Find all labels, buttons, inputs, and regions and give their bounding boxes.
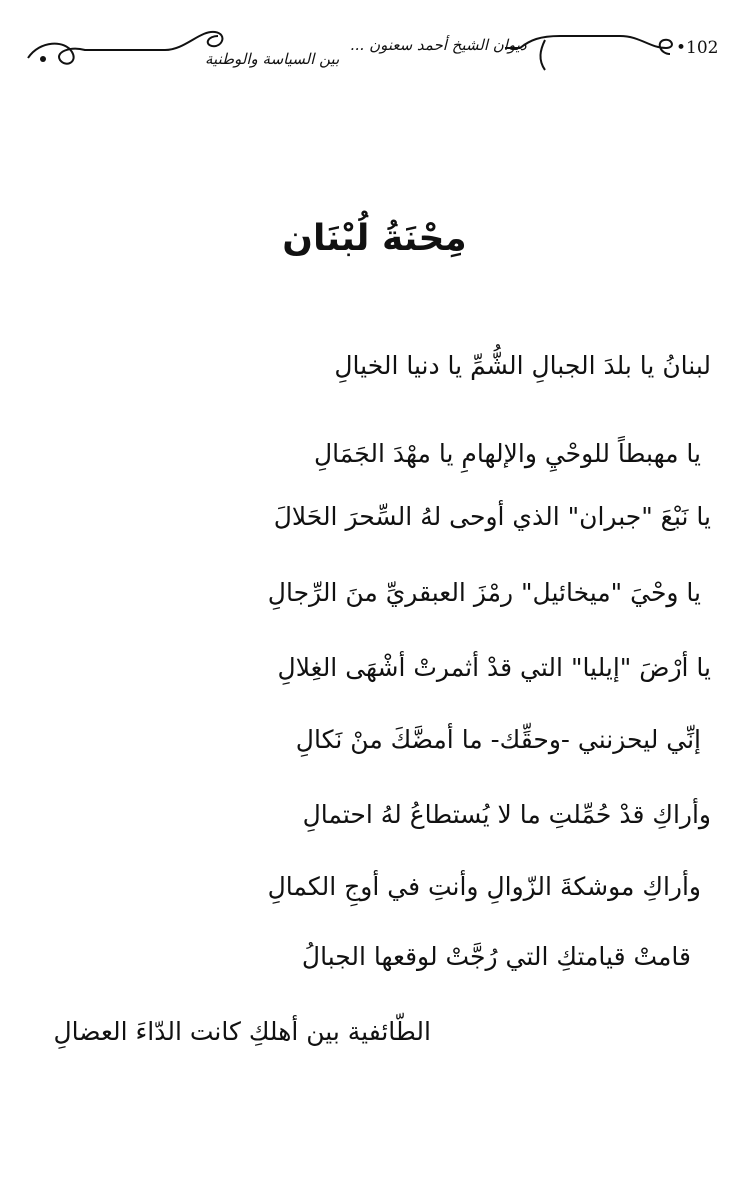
running-title-author: ديوان الشيخ أحمد سعنون ...: [350, 36, 527, 54]
verse-line: يا وحْيَ "ميخائيل" رمْزَ العبقريِّ منَ الرِّجالِ: [267, 578, 701, 607]
ornament-dot: [40, 56, 46, 62]
verse-line: وأراكِ موشكةَ الزّوالِ وأنتِ في أوجِ الكمالِ: [267, 872, 701, 901]
verse-line: يا نَبْعَ "جبران" الذي أوحى لهُ السِّحرَ الحَلالَ: [273, 502, 711, 531]
running-title-section: بين السياسة والوطنية: [205, 50, 340, 68]
page-number: •102: [676, 38, 719, 58]
verse-line: لبنانُ يا بلدَ الجبالِ الشُّمِّ يا دنيا الخيالِ: [334, 351, 711, 380]
left-flourish: [28, 32, 222, 64]
poem-title: مِحْنَةُ لُبْنَان: [282, 218, 467, 259]
verse-line: الطّائفية بين أهلكِ كانت الدّاءَ العضالِ: [53, 1017, 431, 1046]
verse-line: وأراكِ قدْ حُمِّلتِ ما لا يُستطاعُ لهُ احتمالِ: [302, 800, 711, 829]
verse-line: إنِّي ليحزنني -وحقِّك- ما أمضَّكَ منْ نَكالِ: [295, 725, 701, 754]
verse-line: يا مهبطاً للوحْيِ والإلهامِ يا مهْدَ الجَمَالِ: [314, 439, 701, 468]
right-flourish: [505, 36, 672, 54]
page-header: [0, 0, 749, 90]
verse-line: يا أرْضَ "إيليا" التي قدْ أثمرتْ أشْهَى الغِلالِ: [277, 653, 711, 682]
center-flourish: [540, 40, 545, 70]
verse-line: قامتْ قيامتكِ التي رُجَّتْ لوقعها الجبالُ: [301, 942, 691, 971]
